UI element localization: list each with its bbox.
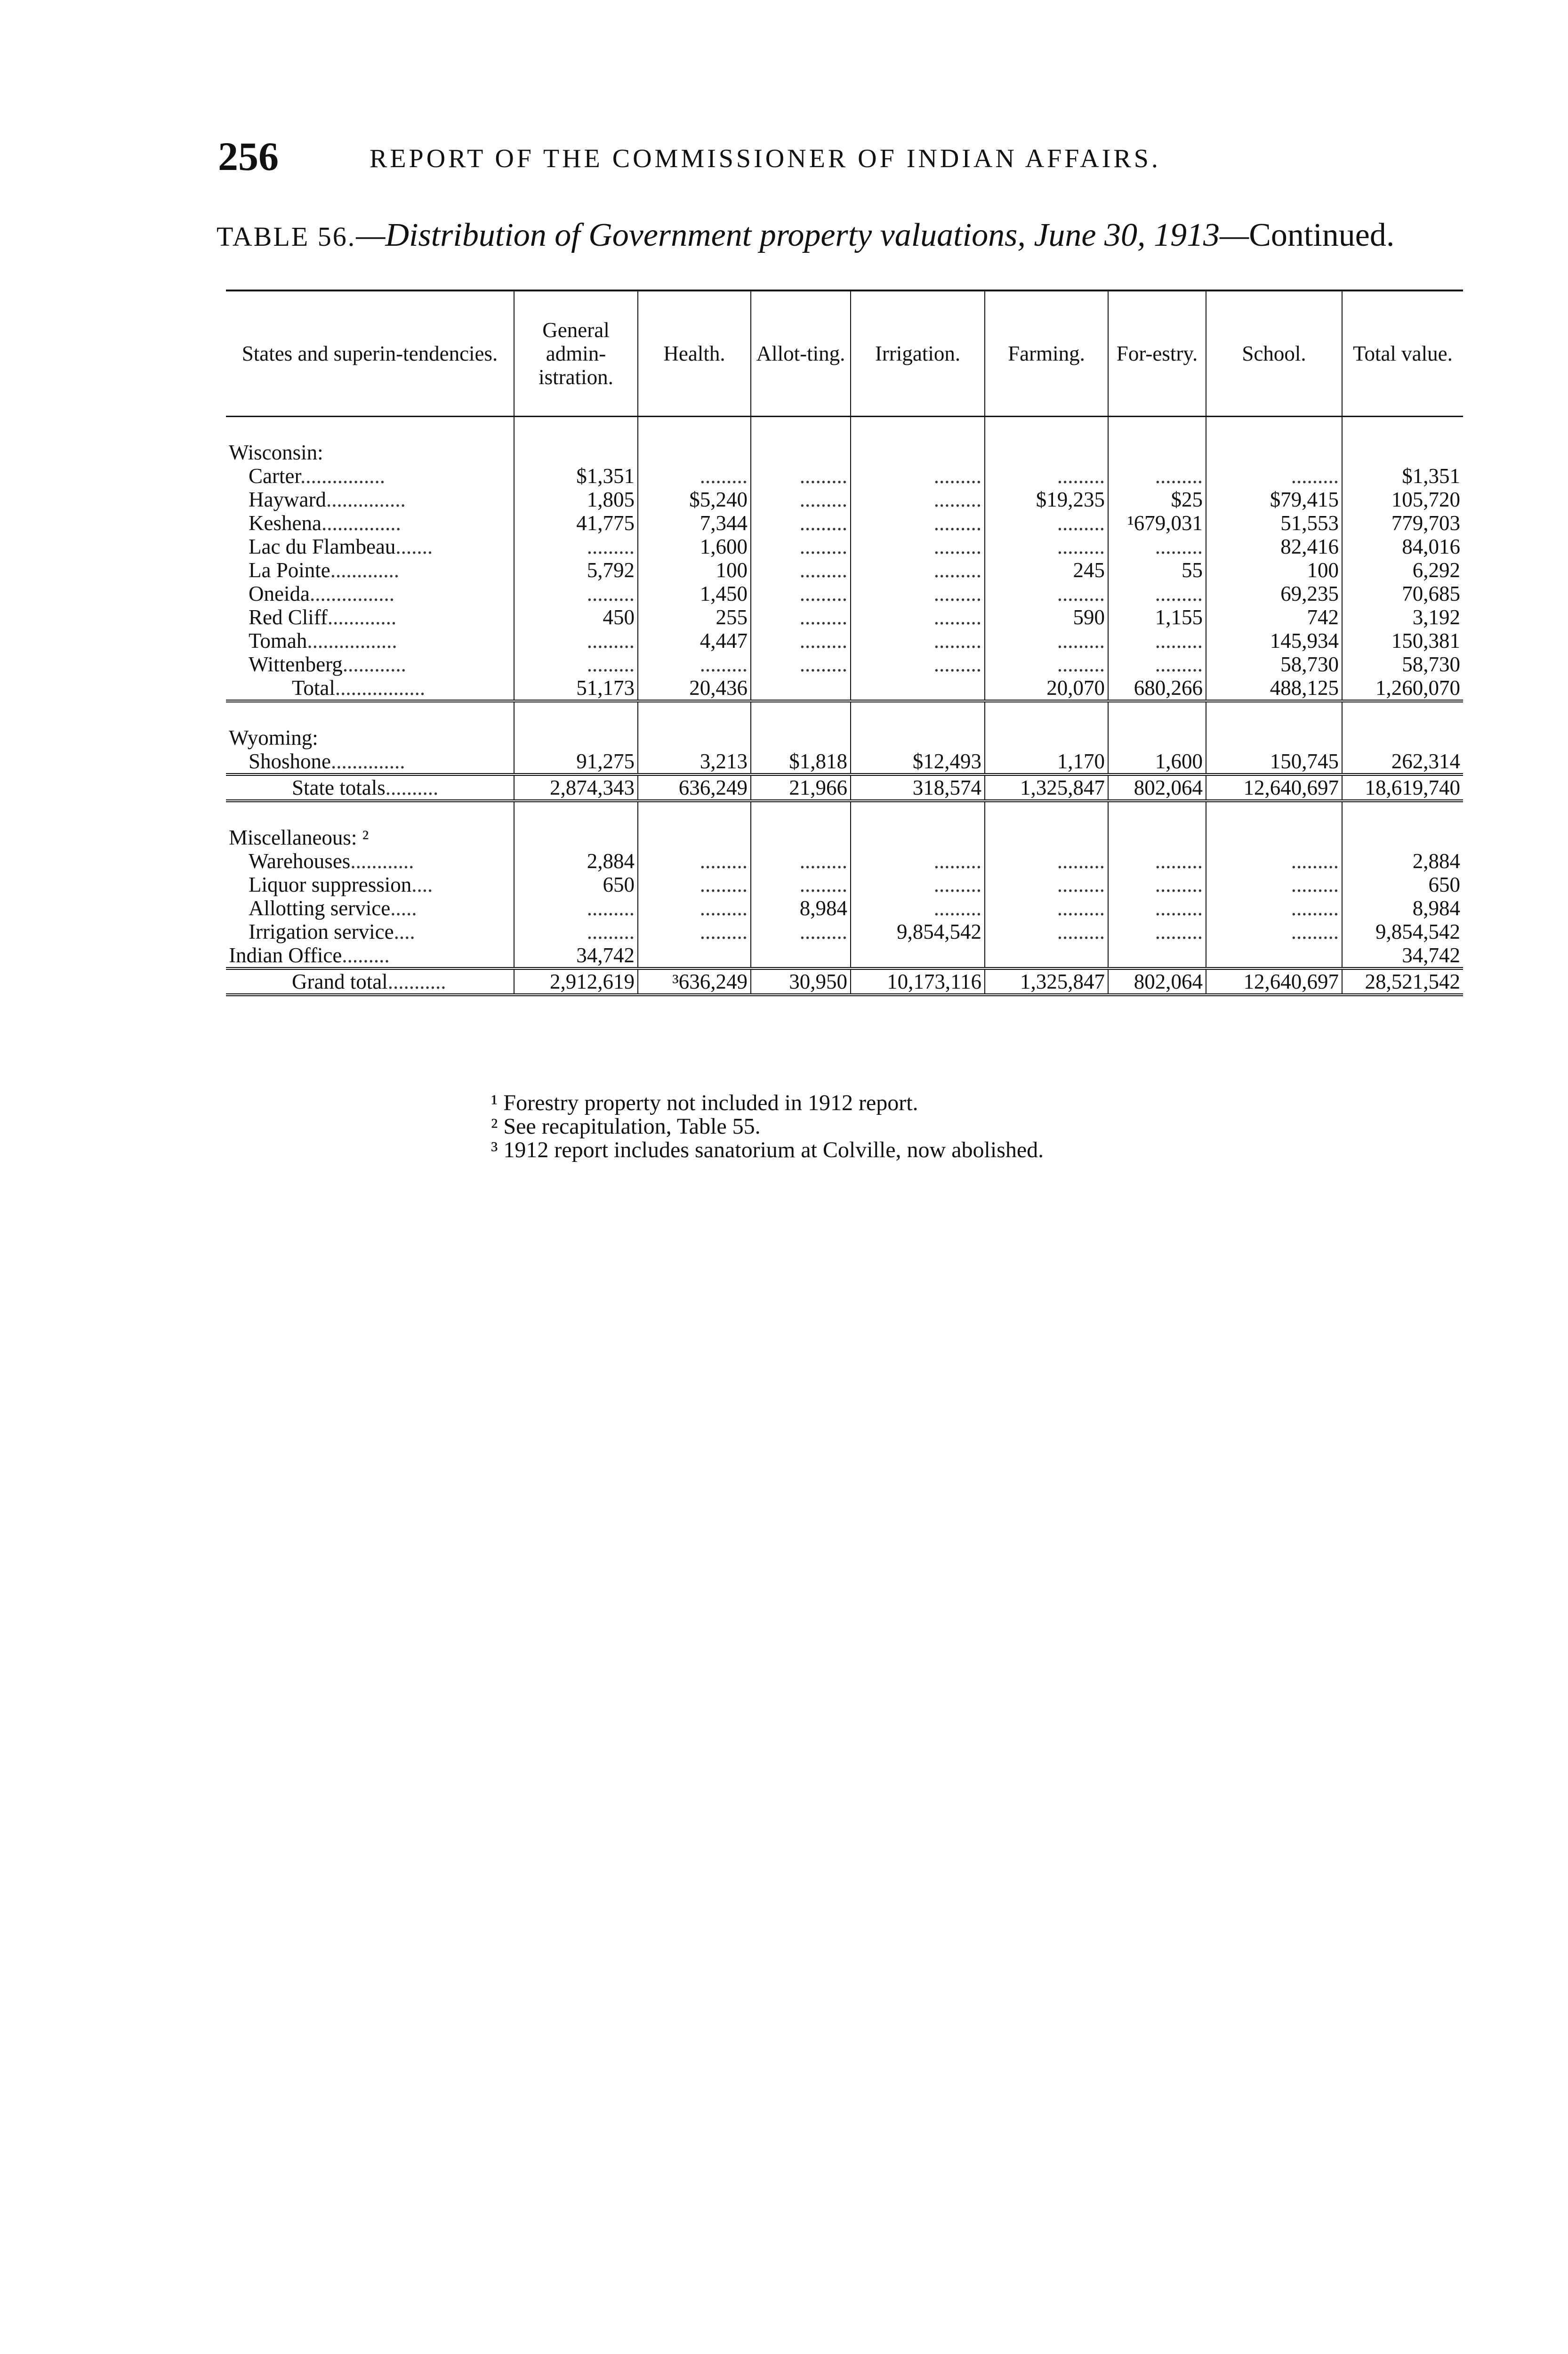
value-cell: 20,436 <box>638 676 751 701</box>
value-cell: $1,818 <box>751 750 851 774</box>
value-cell: ......... <box>851 896 985 920</box>
row-name: Allotting service <box>249 896 391 920</box>
table-row <box>226 582 1463 605</box>
row-label <box>226 558 514 582</box>
row-name: Shoshone <box>249 750 331 773</box>
table-row <box>226 750 1463 774</box>
table-row <box>226 511 1463 535</box>
valuation-table <box>226 290 1463 996</box>
value-cell: 6,292 <box>1342 558 1463 582</box>
leader-dots: ......... <box>342 943 390 967</box>
value-cell: ......... <box>751 464 851 488</box>
value-cell: 802,064 <box>1108 774 1206 801</box>
value-cell: 12,640,697 <box>1206 968 1342 995</box>
value-cell: ......... <box>1206 896 1342 920</box>
value-cell: 650 <box>514 873 638 896</box>
value-cell: 1,600 <box>638 535 751 558</box>
table-row <box>226 535 1463 558</box>
row-label <box>226 920 514 943</box>
row-name: Grand total <box>292 970 388 993</box>
row-label <box>226 774 514 801</box>
value-cell: 58,730 <box>1206 653 1342 676</box>
value-cell: ......... <box>851 488 985 511</box>
value-cell: 10,173,116 <box>851 968 985 995</box>
value-cell: ......... <box>851 582 985 605</box>
row-label <box>226 535 514 558</box>
value-cell: ³636,249 <box>638 968 751 995</box>
table-caption: —Distribution of Government property valuations, June 30, 1913— <box>356 217 1249 253</box>
value-cell: 802,064 <box>1108 968 1206 995</box>
row-name: La Pointe <box>249 558 330 582</box>
value-cell: 1,260,070 <box>1342 676 1463 701</box>
leader-dots: ................ <box>309 582 394 605</box>
value-cell: ......... <box>985 849 1108 873</box>
value-cell: 69,235 <box>1206 582 1342 605</box>
value-cell: $79,415 <box>1206 488 1342 511</box>
row-label <box>226 464 514 488</box>
value-cell: ......... <box>985 464 1108 488</box>
value-cell: ......... <box>751 920 851 943</box>
value-cell: ......... <box>985 511 1108 535</box>
value-cell <box>1108 943 1206 968</box>
value-cell: ......... <box>985 582 1108 605</box>
value-cell: 245 <box>985 558 1108 582</box>
value-cell: ......... <box>514 920 638 943</box>
footnote-2: ² See recapitulation, Table 55. <box>491 1114 761 1139</box>
table-row <box>226 896 1463 920</box>
value-cell: ......... <box>638 896 751 920</box>
value-cell: ......... <box>514 653 638 676</box>
value-cell: 2,912,619 <box>514 968 638 995</box>
value-cell: 18,619,740 <box>1342 774 1463 801</box>
value-cell: ......... <box>514 582 638 605</box>
row-label <box>226 873 514 896</box>
column-header: Allot-ting. <box>751 290 851 417</box>
value-cell: ......... <box>985 896 1108 920</box>
value-cell: 590 <box>985 605 1108 629</box>
row-label <box>226 896 514 920</box>
value-cell: ......... <box>851 558 985 582</box>
value-cell: ......... <box>1108 582 1206 605</box>
value-cell: ......... <box>851 873 985 896</box>
value-cell: 100 <box>1206 558 1342 582</box>
leader-dots: .... <box>411 873 433 896</box>
value-cell: 70,685 <box>1342 582 1463 605</box>
leader-dots: .... <box>394 920 415 943</box>
value-cell: ......... <box>851 605 985 629</box>
value-cell: 91,275 <box>514 750 638 774</box>
value-cell: 488,125 <box>1206 676 1342 701</box>
value-cell: 8,984 <box>1342 896 1463 920</box>
value-cell: 2,884 <box>514 849 638 873</box>
value-cell: ......... <box>751 653 851 676</box>
leader-dots: .......... <box>385 776 439 799</box>
value-cell: 8,984 <box>751 896 851 920</box>
value-cell: ......... <box>751 629 851 653</box>
value-cell: ......... <box>638 849 751 873</box>
value-cell: 58,730 <box>1342 653 1463 676</box>
table-row <box>226 629 1463 653</box>
value-cell: 1,805 <box>514 488 638 511</box>
column-header: States and superin-tendencies. <box>226 290 514 417</box>
value-cell: ......... <box>1206 849 1342 873</box>
column-header: Health. <box>638 290 751 417</box>
value-cell: ......... <box>514 629 638 653</box>
value-cell: ......... <box>751 511 851 535</box>
value-cell: ......... <box>514 535 638 558</box>
value-cell: ......... <box>1108 873 1206 896</box>
value-cell: ......... <box>851 653 985 676</box>
leader-dots: ................ <box>300 464 385 488</box>
value-cell: 145,934 <box>1206 629 1342 653</box>
value-cell: ......... <box>514 896 638 920</box>
row-name: Keshena <box>249 511 322 535</box>
value-cell: 12,640,697 <box>1206 774 1342 801</box>
value-cell: 1,155 <box>1108 605 1206 629</box>
footnote-3: ³ 1912 report includes sanatorium at Colville, now abolished. <box>491 1137 1044 1162</box>
table-row <box>226 849 1463 873</box>
value-cell: 41,775 <box>514 511 638 535</box>
table-row <box>226 968 1463 995</box>
table-row <box>226 653 1463 676</box>
table-row <box>226 774 1463 801</box>
value-cell: 742 <box>1206 605 1342 629</box>
value-cell: 9,854,542 <box>851 920 985 943</box>
value-cell: ......... <box>1108 920 1206 943</box>
column-header: Farming. <box>985 290 1108 417</box>
group-label-row <box>226 441 1463 464</box>
table-row <box>226 464 1463 488</box>
value-cell: ......... <box>751 488 851 511</box>
value-cell <box>638 943 751 968</box>
value-cell: 34,742 <box>1342 943 1463 968</box>
row-label <box>226 582 514 605</box>
value-cell: 34,742 <box>514 943 638 968</box>
row-label <box>226 849 514 873</box>
row-label <box>226 605 514 629</box>
value-cell: 1,325,847 <box>985 968 1108 995</box>
value-cell: ......... <box>1108 535 1206 558</box>
header-row <box>226 290 1463 417</box>
value-cell <box>985 943 1108 968</box>
value-cell: ......... <box>985 873 1108 896</box>
value-cell: ......... <box>985 629 1108 653</box>
row-label <box>226 488 514 511</box>
value-cell: 105,720 <box>1342 488 1463 511</box>
group-label-row <box>226 826 1463 849</box>
value-cell: ......... <box>638 464 751 488</box>
footnote-1: ¹ Forestry property not included in 1912 report. <box>491 1090 918 1115</box>
value-cell <box>1206 943 1342 968</box>
row-name: Total <box>292 676 335 700</box>
row-label <box>226 943 514 968</box>
row-name: Tomah <box>249 629 307 653</box>
table-title <box>217 217 1394 254</box>
value-cell: 5,792 <box>514 558 638 582</box>
value-cell: 318,574 <box>851 774 985 801</box>
value-cell: ......... <box>851 464 985 488</box>
value-cell: ......... <box>851 511 985 535</box>
row-name: Carter <box>249 464 300 488</box>
leader-dots: .............. <box>331 750 405 773</box>
row-name: Lac du Flambeau <box>249 535 396 558</box>
value-cell: 21,966 <box>751 774 851 801</box>
value-cell: 2,884 <box>1342 849 1463 873</box>
leader-dots: ............. <box>330 558 399 582</box>
value-cell: 82,416 <box>1206 535 1342 558</box>
value-cell: 1,325,847 <box>985 774 1108 801</box>
leader-dots: ............. <box>327 605 397 629</box>
spacer-row <box>226 701 1463 726</box>
leader-dots: ............ <box>342 653 406 676</box>
table-row <box>226 943 1463 968</box>
value-cell: 4,447 <box>638 629 751 653</box>
leader-dots: ..... <box>390 896 417 920</box>
value-cell: 7,344 <box>638 511 751 535</box>
table-row <box>226 676 1463 701</box>
value-cell: ¹679,031 <box>1108 511 1206 535</box>
value-cell: 2,874,343 <box>514 774 638 801</box>
table-caption-suffix: Continued. <box>1249 217 1395 253</box>
leader-dots: ............ <box>350 849 414 873</box>
row-name: Hayward <box>249 488 326 511</box>
value-cell: ......... <box>1108 896 1206 920</box>
column-header: Total value. <box>1342 290 1463 417</box>
row-name: Red Cliff <box>249 605 328 629</box>
value-cell: 255 <box>638 605 751 629</box>
value-cell: 150,381 <box>1342 629 1463 653</box>
value-cell: $1,351 <box>514 464 638 488</box>
value-cell: ......... <box>638 920 751 943</box>
value-cell: ......... <box>1108 849 1206 873</box>
group-label: Wisconsin: <box>229 441 323 464</box>
value-cell: 20,070 <box>985 676 1108 701</box>
leader-dots: ....... <box>395 535 433 558</box>
value-cell: ......... <box>985 653 1108 676</box>
row-name: Wittenberg <box>249 653 343 676</box>
value-cell: ......... <box>1108 464 1206 488</box>
value-cell: ......... <box>751 873 851 896</box>
value-cell: $25 <box>1108 488 1206 511</box>
value-cell: 84,016 <box>1342 535 1463 558</box>
value-cell <box>851 676 985 701</box>
value-cell: $12,493 <box>851 750 985 774</box>
value-cell: 650 <box>1342 873 1463 896</box>
value-cell: 9,854,542 <box>1342 920 1463 943</box>
table-row <box>226 873 1463 896</box>
group-label: Wyoming: <box>229 726 318 750</box>
leader-dots: ............... <box>326 488 406 511</box>
value-cell: 3,192 <box>1342 605 1463 629</box>
row-label <box>226 968 514 995</box>
value-cell: ......... <box>751 849 851 873</box>
value-cell: ......... <box>1108 629 1206 653</box>
leader-dots: ........... <box>387 970 446 993</box>
table-label: TABLE 56. <box>217 221 356 252</box>
column-header: General admin-istration. <box>514 290 638 417</box>
value-cell: ......... <box>851 535 985 558</box>
value-cell: 51,173 <box>514 676 638 701</box>
value-cell: ......... <box>751 535 851 558</box>
value-cell: 100 <box>638 558 751 582</box>
footnotes <box>491 1091 1044 1162</box>
value-cell: 1,450 <box>638 582 751 605</box>
value-cell: ......... <box>1206 464 1342 488</box>
spacer-row <box>226 417 1463 441</box>
row-name: Oneida <box>249 582 310 605</box>
leader-dots: ............... <box>321 511 401 535</box>
value-cell: ......... <box>751 558 851 582</box>
page-number: 256 <box>218 134 279 179</box>
value-cell: ......... <box>1206 920 1342 943</box>
value-cell: 1,170 <box>985 750 1108 774</box>
row-name: Indian Office <box>229 943 342 967</box>
column-header: School. <box>1206 290 1342 417</box>
value-cell: 55 <box>1108 558 1206 582</box>
running-head: REPORT OF THE COMMISSIONER OF INDIAN AFFAIRS. <box>370 144 1161 173</box>
value-cell: $1,351 <box>1342 464 1463 488</box>
value-cell: ......... <box>985 920 1108 943</box>
table-row <box>226 488 1463 511</box>
value-cell: 30,950 <box>751 968 851 995</box>
row-name: State totals <box>292 776 386 799</box>
value-cell <box>751 676 851 701</box>
row-label <box>226 750 514 774</box>
value-cell: ......... <box>1108 653 1206 676</box>
value-cell: $5,240 <box>638 488 751 511</box>
leader-dots: ................. <box>307 629 397 653</box>
value-cell <box>851 943 985 968</box>
column-header: Irrigation. <box>851 290 985 417</box>
value-cell: 1,600 <box>1108 750 1206 774</box>
value-cell: 680,266 <box>1108 676 1206 701</box>
row-label <box>226 629 514 653</box>
spacer-row <box>226 801 1463 826</box>
group-label-row <box>226 726 1463 750</box>
value-cell: 51,553 <box>1206 511 1342 535</box>
value-cell: ......... <box>1206 873 1342 896</box>
row-name: Irrigation service <box>249 920 394 943</box>
value-cell: 636,249 <box>638 774 751 801</box>
column-header: For-estry. <box>1108 290 1206 417</box>
value-cell: ......... <box>638 873 751 896</box>
value-cell: 262,314 <box>1342 750 1463 774</box>
value-cell: ......... <box>751 582 851 605</box>
value-cell: $19,235 <box>985 488 1108 511</box>
value-cell: ......... <box>985 535 1108 558</box>
table-row <box>226 920 1463 943</box>
value-cell: 450 <box>514 605 638 629</box>
value-cell: 779,703 <box>1342 511 1463 535</box>
leader-dots: ................. <box>335 676 426 700</box>
value-cell: ......... <box>851 629 985 653</box>
group-label: Miscellaneous: ² <box>229 826 369 849</box>
row-label <box>226 676 514 701</box>
table-row <box>226 605 1463 629</box>
row-label <box>226 511 514 535</box>
value-cell: 3,213 <box>638 750 751 774</box>
value-cell: ......... <box>851 849 985 873</box>
row-name: Warehouses <box>249 849 351 873</box>
value-cell: ......... <box>638 653 751 676</box>
value-cell: 28,521,542 <box>1342 968 1463 995</box>
value-cell <box>751 943 851 968</box>
table-row <box>226 558 1463 582</box>
row-name: Liquor suppression <box>249 873 412 896</box>
value-cell: 150,745 <box>1206 750 1342 774</box>
row-label <box>226 653 514 676</box>
value-cell: ......... <box>751 605 851 629</box>
